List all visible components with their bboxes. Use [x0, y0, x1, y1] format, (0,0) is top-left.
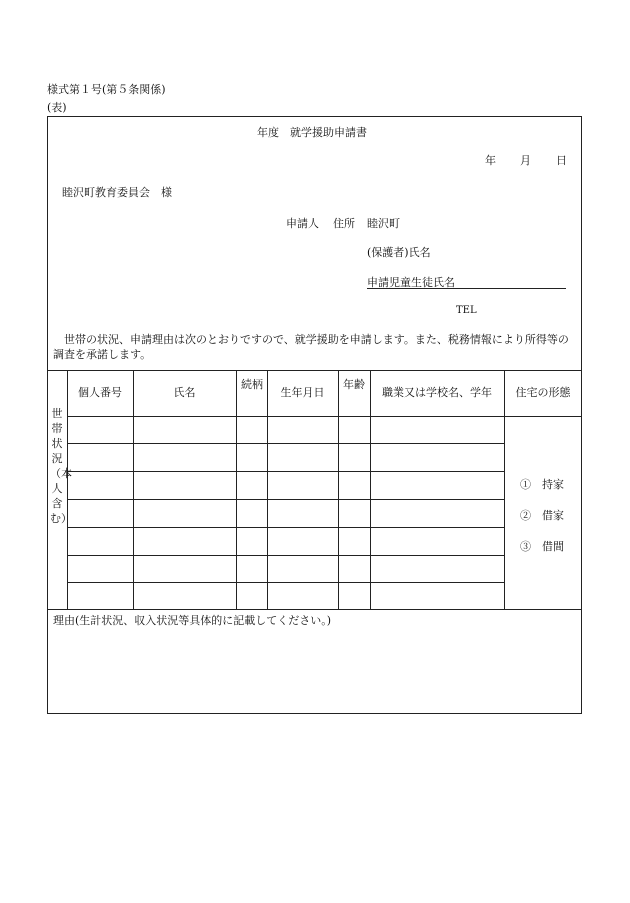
- housing-header-divider: [504, 416, 582, 417]
- address-value: 睦沢町: [367, 217, 400, 230]
- page-side-label: (表): [47, 101, 67, 114]
- occupation-cell[interactable]: [371, 528, 503, 554]
- relation-cell[interactable]: [237, 528, 266, 554]
- date-day-label: 日: [556, 154, 567, 167]
- table-top-border: [47, 370, 582, 371]
- header-housing: 住宅の形態: [515, 386, 571, 399]
- age-cell[interactable]: [339, 417, 369, 442]
- mynumber-cell[interactable]: [68, 444, 132, 470]
- relation-cell[interactable]: [237, 444, 266, 470]
- relation-cell[interactable]: [237, 500, 266, 526]
- table-bottom-border: [47, 609, 582, 610]
- guardian-name-label: (保護者)氏名: [367, 246, 431, 259]
- birthdate-cell[interactable]: [268, 500, 337, 526]
- header-birthdate: 生年月日: [280, 386, 325, 399]
- age-cell[interactable]: [339, 528, 369, 554]
- date-month-label: 月: [520, 154, 531, 167]
- age-cell[interactable]: [339, 556, 369, 581]
- relation-cell[interactable]: [237, 556, 266, 581]
- name-cell[interactable]: [134, 583, 235, 608]
- age-cell[interactable]: [339, 583, 369, 608]
- housing-option-rented-room: ③ 借間: [520, 540, 564, 553]
- relation-cell[interactable]: [237, 472, 266, 498]
- relation-cell[interactable]: [237, 583, 266, 608]
- age-cell[interactable]: [339, 500, 369, 526]
- consent-statement: 世帯の状況、申請理由は次のとおりですので、就学援助を申請します。また、税務情報により所得等の調査を承諾します。: [53, 333, 569, 361]
- name-cell[interactable]: [134, 444, 235, 470]
- mynumber-cell[interactable]: [68, 556, 132, 581]
- addressee: 睦沢町教育委員会 様: [62, 186, 172, 199]
- name-cell[interactable]: [134, 556, 235, 581]
- occupation-cell[interactable]: [371, 444, 503, 470]
- student-name-label: 申請児童生徒氏名: [367, 276, 455, 289]
- occupation-cell[interactable]: [371, 556, 503, 581]
- form-number: 様式第１号(第５条関係): [47, 83, 166, 96]
- occupation-cell[interactable]: [371, 583, 503, 608]
- form-title: 年度 就学援助申請書: [257, 126, 367, 139]
- age-cell[interactable]: [339, 472, 369, 498]
- birthdate-cell[interactable]: [268, 472, 337, 498]
- housing-option-owned: ① 持家: [520, 478, 564, 491]
- birthdate-cell[interactable]: [268, 444, 337, 470]
- birthdate-cell[interactable]: [268, 583, 337, 608]
- mynumber-cell[interactable]: [68, 500, 132, 526]
- housing-option-rented-house: ② 借家: [520, 509, 564, 522]
- birthdate-cell[interactable]: [268, 528, 337, 554]
- name-cell[interactable]: [134, 500, 235, 526]
- reason-input-area[interactable]: [48, 628, 581, 713]
- header-age: 年齢: [343, 378, 365, 391]
- header-relation: 続柄: [241, 378, 263, 391]
- birthdate-cell[interactable]: [268, 556, 337, 581]
- tel-label: TEL: [456, 305, 477, 316]
- household-status-side-label: 世帯状況（本人含む）: [50, 407, 72, 525]
- occupation-cell[interactable]: [371, 417, 503, 442]
- mynumber-cell[interactable]: [68, 528, 132, 554]
- date-year-label: 年: [485, 154, 496, 167]
- mynumber-cell[interactable]: [68, 472, 132, 498]
- age-cell[interactable]: [339, 444, 369, 470]
- occupation-cell[interactable]: [371, 500, 503, 526]
- header-mynumber: 個人番号: [78, 386, 122, 399]
- birthdate-cell[interactable]: [268, 417, 337, 442]
- mynumber-cell[interactable]: [68, 583, 132, 608]
- address-label: 住所: [333, 217, 355, 230]
- applicant-label: 申請人: [286, 217, 319, 230]
- relation-cell[interactable]: [237, 417, 266, 442]
- reason-label: 理由(生計状況、収入状況等具体的に記載してください。): [53, 614, 332, 627]
- mynumber-cell[interactable]: [68, 417, 132, 442]
- column-divider: [504, 370, 505, 609]
- header-occupation: 職業又は学校名、学年: [382, 386, 492, 399]
- name-cell[interactable]: [134, 417, 235, 442]
- name-cell[interactable]: [134, 528, 235, 554]
- header-name: 氏名: [173, 386, 196, 399]
- student-name-underline: [367, 288, 566, 289]
- occupation-cell[interactable]: [371, 472, 503, 498]
- name-cell[interactable]: [134, 472, 235, 498]
